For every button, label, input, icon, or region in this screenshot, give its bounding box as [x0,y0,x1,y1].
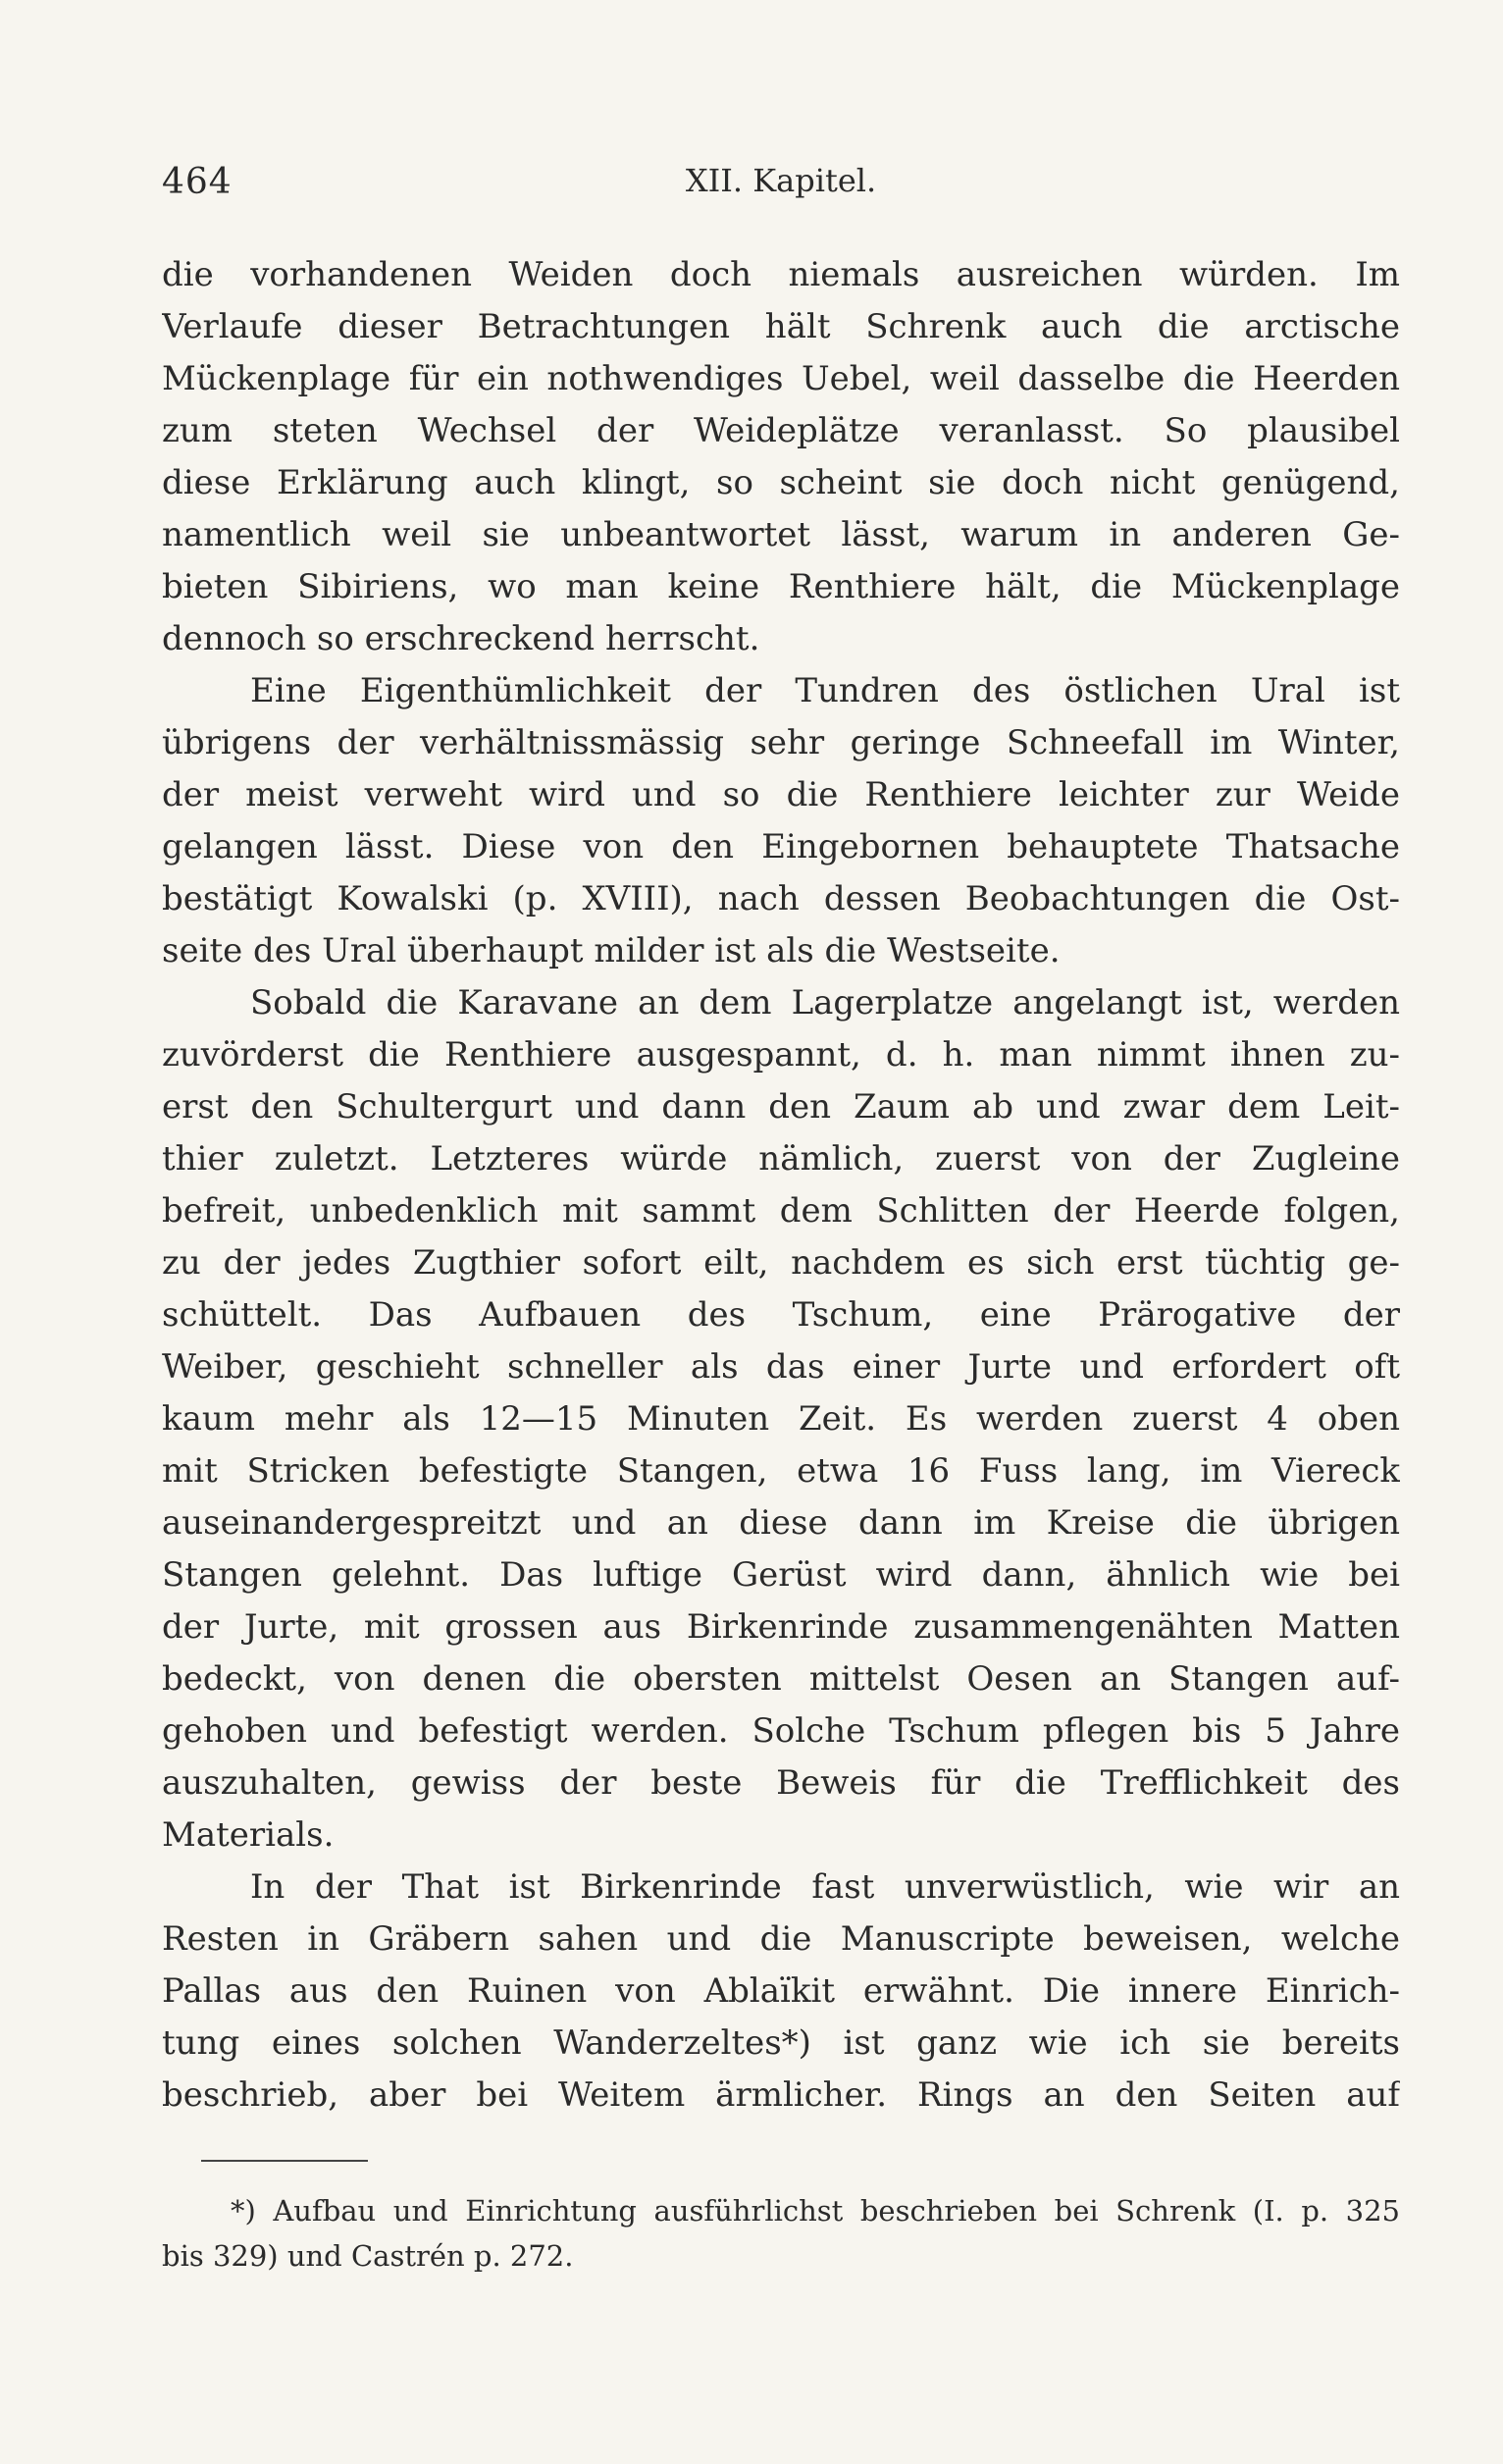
text-line: zu der jedes Zugthier sofort eilt, nachdem es sich erst tüchtig ge- [162,1243,1400,1283]
running-title: XII. Kapitel. [685,162,877,199]
text-line: tung eines solchen Wanderzeltes*) ist ganz wie ich sie bereits [162,2023,1400,2063]
page-number: 464 [162,162,233,202]
text-line: der meist verweht wird und so die Renthiere leichter zur Weide [162,775,1400,814]
body-text [162,249,1400,2122]
text-line: thier zuletzt. Letzteres würde nämlich, zuerst von der Zugleine [162,1139,1400,1179]
text-line: schüttelt. Das Aufbauen des Tschum, eine Prärogative der [162,1295,1400,1335]
text-line: der Jurte, mit grossen aus Birkenrinde zusammengenähten Matten [162,1607,1400,1647]
text-line: Sobald die Karavane an dem Lagerplatze angelangt ist, werden [250,983,1400,1022]
text-line: Materials. [162,1815,335,1855]
text-line: bestätigt Kowalski (p. XVIII), nach dessen Beobachtungen die Ost- [162,879,1400,918]
text-line: diese Erklärung auch klingt, so scheint sie doch nicht genügend, [162,463,1400,502]
text-line: befreit, unbedenklich mit sammt dem Schlitten der Heerde folgen, [162,1191,1400,1231]
footnote-line: bis 329) und Castrén p. 272. [162,2239,574,2273]
text-line: dennoch so erschreckend herrscht. [162,619,760,658]
text-line: Stangen gelehnt. Das luftige Gerüst wird dann, ähnlich wie bei [162,1555,1400,1595]
text-line: mit Stricken befestigte Stangen, etwa 16 Fuss lang, im Viereck [162,1451,1400,1491]
text-line: Weiber, geschieht schneller als das einer Jurte und erfordert oft [162,1347,1400,1387]
text-line: beschrieb, aber bei Weitem ärmlicher. Rings an den Seiten auf [162,2075,1400,2115]
text-line: namentlich weil sie unbeantwortet lässt, warum in anderen Ge- [162,515,1400,554]
text-line: auszuhalten, gewiss der beste Beweis für die Trefflichkeit des [162,1763,1400,1803]
text-line: die vorhandenen Weiden doch niemals ausreichen würden. Im [162,255,1400,294]
text-line: bedeckt, von denen die obersten mittelst Oesen an Stangen auf- [162,1659,1400,1699]
text-line: zum steten Wechsel der Weideplätze veranlasst. So plausibel [162,411,1400,450]
text-line: gelangen lässt. Diese von den Eingebornen behauptete Thatsache [162,827,1400,866]
text-line: Verlaufe dieser Betrachtungen hält Schrenk auch die arctische [162,307,1400,346]
footnote [162,2188,1400,2279]
text-line: erst den Schultergurt und dann den Zaum ab und zwar dem Leit- [162,1087,1400,1127]
footnote-line: *) Aufbau und Einrichtung ausführlichst beschrieben bei Schrenk (I. p. 325 [231,2194,1400,2228]
text-line: auseinandergespreitzt und an diese dann im Kreise die übrigen [162,1503,1400,1543]
text-line: übrigens der verhältnissmässig sehr geringe Schneefall im Winter, [162,723,1400,762]
text-line: Resten in Gräbern sahen und die Manuscripte beweisen, welche [162,1919,1400,1959]
text-line: seite des Ural überhaupt milder ist als die Westseite. [162,931,1061,970]
text-line: kaum mehr als 12—15 Minuten Zeit. Es werden zuerst 4 oben [162,1399,1400,1439]
text-line: Eine Eigenthümlichkeit der Tundren des östlichen Ural ist [250,671,1400,710]
text-line: gehoben und befestigt werden. Solche Tschum pflegen bis 5 Jahre [162,1711,1400,1751]
page-header [162,162,1400,211]
text-line: In der That ist Birkenrinde fast unverwüstlich, wie wir an [250,1867,1400,1907]
text-line: Pallas aus den Ruinen von Ablaïkit erwähnt. Die innere Einrich- [162,1971,1400,2011]
text-line: Mückenplage für ein nothwendiges Uebel, weil dasselbe die Heerden [162,359,1400,398]
footnote-divider [201,2160,368,2162]
text-line: bieten Sibiriens, wo man keine Renthiere hält, die Mückenplage [162,567,1400,606]
text-line: zuvörderst die Renthiere ausgespannt, d. h. man nimmt ihnen zu- [162,1035,1400,1075]
